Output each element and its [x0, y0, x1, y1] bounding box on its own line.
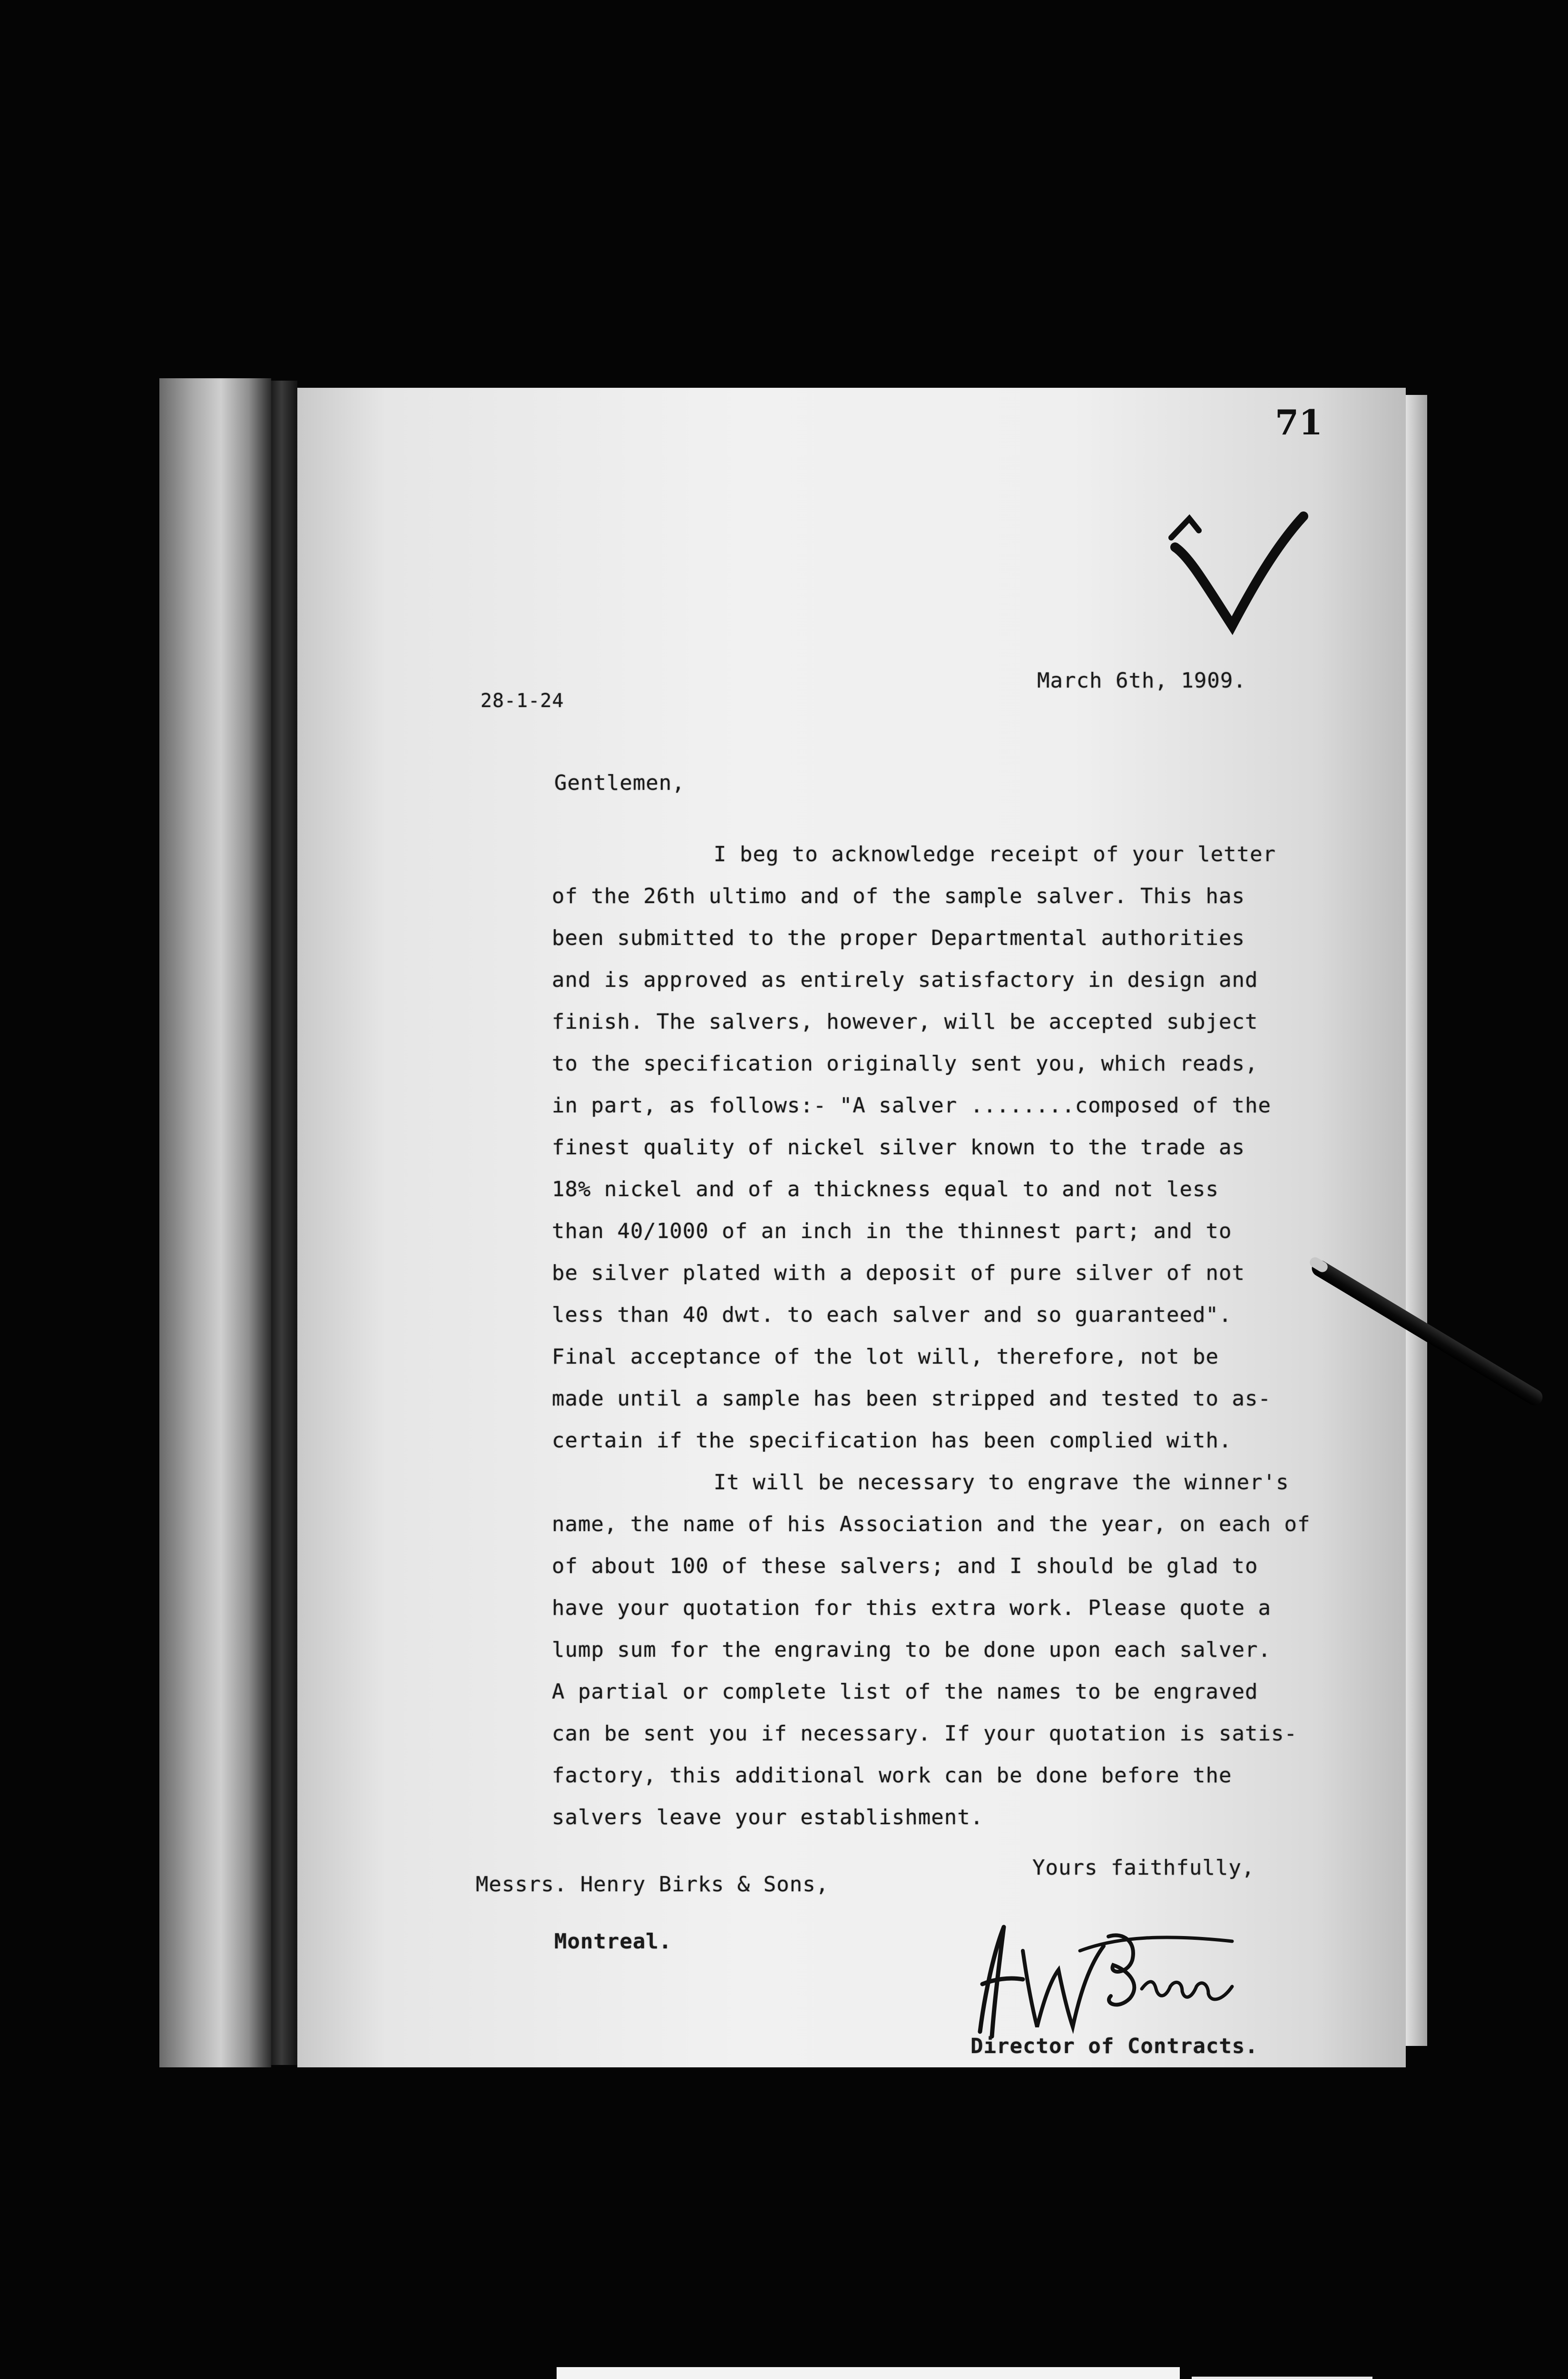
body-line: A partial or complete list of the names to be engraved — [552, 1680, 1258, 1704]
checkmark-icon — [1161, 504, 1313, 642]
body-line: certain if the specification has been complied with. — [552, 1428, 1232, 1453]
body-line: factory, this additional work can be done before the — [552, 1763, 1232, 1788]
binding-shadow — [271, 381, 297, 2065]
body-line: Final acceptance of the lot will, therefore, not be — [552, 1345, 1219, 1369]
body-line: can be sent you if necessary. If your quotation is satis- — [552, 1721, 1297, 1746]
file-reference: 28-1-24 — [480, 690, 564, 712]
body-line: than 40/1000 of an inch in the thinnest part; and to — [552, 1219, 1232, 1243]
body-line: in part, as follows:- "A salver ........composed of the — [552, 1093, 1271, 1118]
addressee-name: Messrs. Henry Birks & Sons, — [476, 1872, 829, 1897]
body-line: of the 26th ultimo and of the sample salver. This has — [552, 884, 1245, 908]
body-line: name, the name of his Association and the year, on each of — [552, 1512, 1311, 1536]
salutation: Gentlemen, — [554, 771, 685, 795]
closing: Yours faithfully, — [1032, 1856, 1255, 1880]
body-line: less than 40 dwt. to each salver and so guaranteed". — [552, 1303, 1232, 1327]
body-line: to the specification originally sent you, which reads, — [552, 1052, 1258, 1076]
body-line: be silver plated with a deposit of pure silver of not — [552, 1261, 1245, 1285]
body-line: lump sum for the engraving to be done upon each salver. — [552, 1638, 1271, 1662]
body-line: 18% nickel and of a thickness equal to and not less — [552, 1177, 1219, 1201]
body-line: It will be necessary to engrave the winner's — [714, 1470, 1289, 1494]
poor-copies-box — [1192, 2377, 1372, 2379]
addressee-city: Montreal. — [554, 1929, 672, 1954]
letter-date: March 6th, 1909. — [1037, 668, 1246, 693]
body-line: and is approved as entirely satisfactory in design and — [552, 968, 1258, 992]
body-line: been submitted to the proper Departmental authorities — [552, 926, 1245, 950]
body-line: have your quotation for this extra work. Please quote a — [552, 1596, 1271, 1620]
page-number: 71 — [1275, 402, 1323, 442]
body-line: made until a sample has been stripped and tested to as- — [552, 1386, 1271, 1411]
body-line: salvers leave your establishment. — [552, 1805, 984, 1829]
body-line: finish. The salvers, however, will be accepted subject — [552, 1010, 1258, 1034]
signature — [966, 1908, 1251, 2051]
body-line: I beg to acknowledge receipt of your letter — [714, 842, 1276, 866]
signatory-title: Director of Contracts. — [970, 2034, 1258, 2058]
binding-strip — [159, 378, 271, 2067]
body-line: finest quality of nickel silver known to the trade as — [552, 1135, 1245, 1160]
archive-label — [557, 2367, 1180, 2379]
body-line: of about 100 of these salvers; and I should be glad to — [552, 1554, 1258, 1578]
